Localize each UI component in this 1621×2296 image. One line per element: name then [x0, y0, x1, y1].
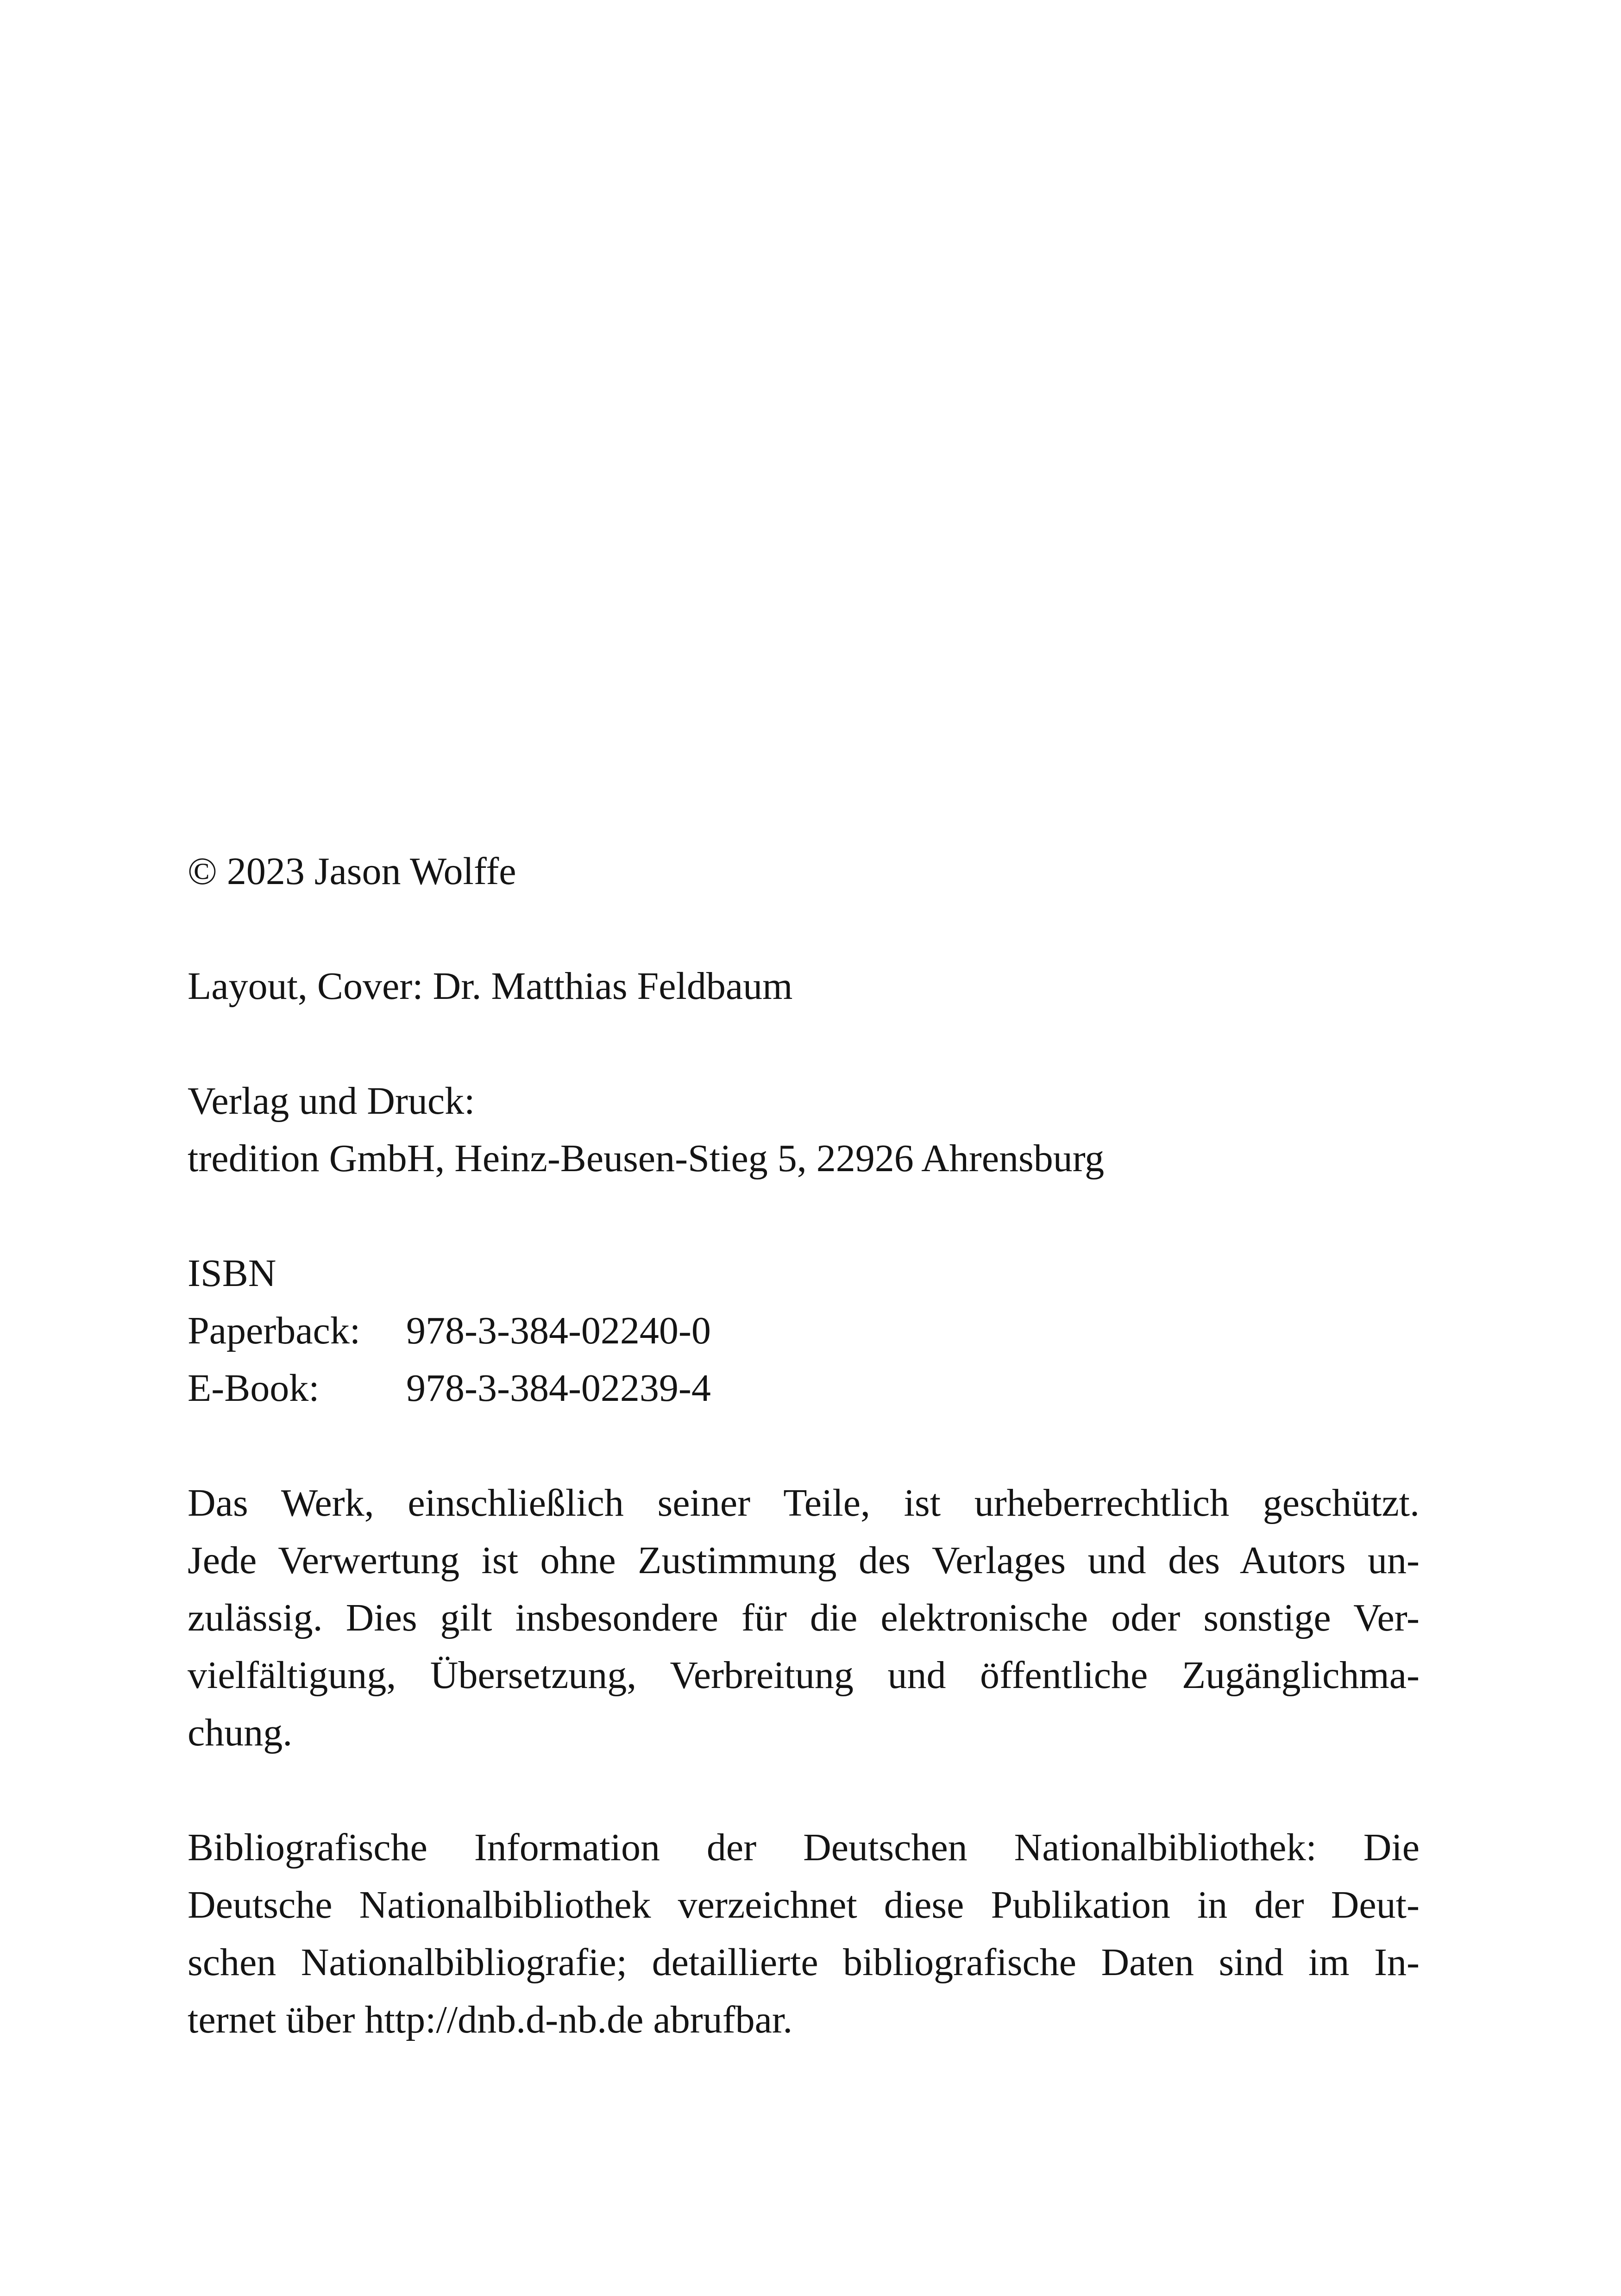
- isbn-row-ebook: [188, 1360, 1420, 1417]
- isbn-block: [188, 1245, 1420, 1417]
- copyright-block: [188, 843, 1420, 900]
- isbn-row-paperback: [188, 1302, 1420, 1360]
- rights-notice-line: Jede Verwertung ist ohne Zustimmung des Verlages und des Autors un-: [188, 1539, 1420, 1582]
- bibliographic-notice-line: ternet über http://dnb.d-nb.de abrufbar.: [188, 1998, 793, 2041]
- bibliographic-notice-line: schen Nationalbibliografie; detaillierte bibliografische Daten sind im In-: [188, 1941, 1420, 1984]
- rights-notice-line: vielfältigung, Übersetzung, Verbreitung und öffentliche Zugänglichma-: [188, 1654, 1420, 1697]
- imprint-page: [188, 843, 1420, 2106]
- isbn-value: 978-3-384-02239-4: [406, 1367, 711, 1410]
- layout-cover-block: [188, 958, 1420, 1015]
- isbn-label: Paperback:: [188, 1309, 361, 1352]
- copyright-line: © 2023 Jason Wolffe: [188, 850, 516, 893]
- isbn-heading: ISBN: [188, 1252, 276, 1295]
- bibliographic-notice-line: Deutsche Nationalbibliothek verzeichnet diese Publikation in der Deut-: [188, 1883, 1420, 1926]
- isbn-value: 978-3-384-02240-0: [406, 1309, 711, 1352]
- rights-notice-line: Das Werk, einschließlich seiner Teile, ist urheberrechtlich geschützt.: [188, 1481, 1420, 1524]
- bibliographic-notice-paragraph: [188, 1819, 1420, 2049]
- rights-notice-line: chung.: [188, 1711, 293, 1754]
- publisher-block: [188, 1073, 1420, 1187]
- rights-notice-line: zulässig. Dies gilt insbesondere für die elektronische oder sonstige Ver-: [188, 1596, 1420, 1639]
- bibliographic-notice-line: Bibliografische Information der Deutschen Nationalbibliothek: Die: [188, 1826, 1420, 1869]
- publisher-address: tredition GmbH, Heinz-Beusen-Stieg 5, 22926 Ahrensburg: [188, 1137, 1105, 1180]
- layout-cover-credit: Layout, Cover: Dr. Matthias Feldbaum: [188, 965, 793, 1008]
- isbn-label: E-Book:: [188, 1367, 320, 1410]
- rights-notice-paragraph: [188, 1474, 1420, 1762]
- publisher-heading: Verlag und Druck:: [188, 1079, 475, 1123]
